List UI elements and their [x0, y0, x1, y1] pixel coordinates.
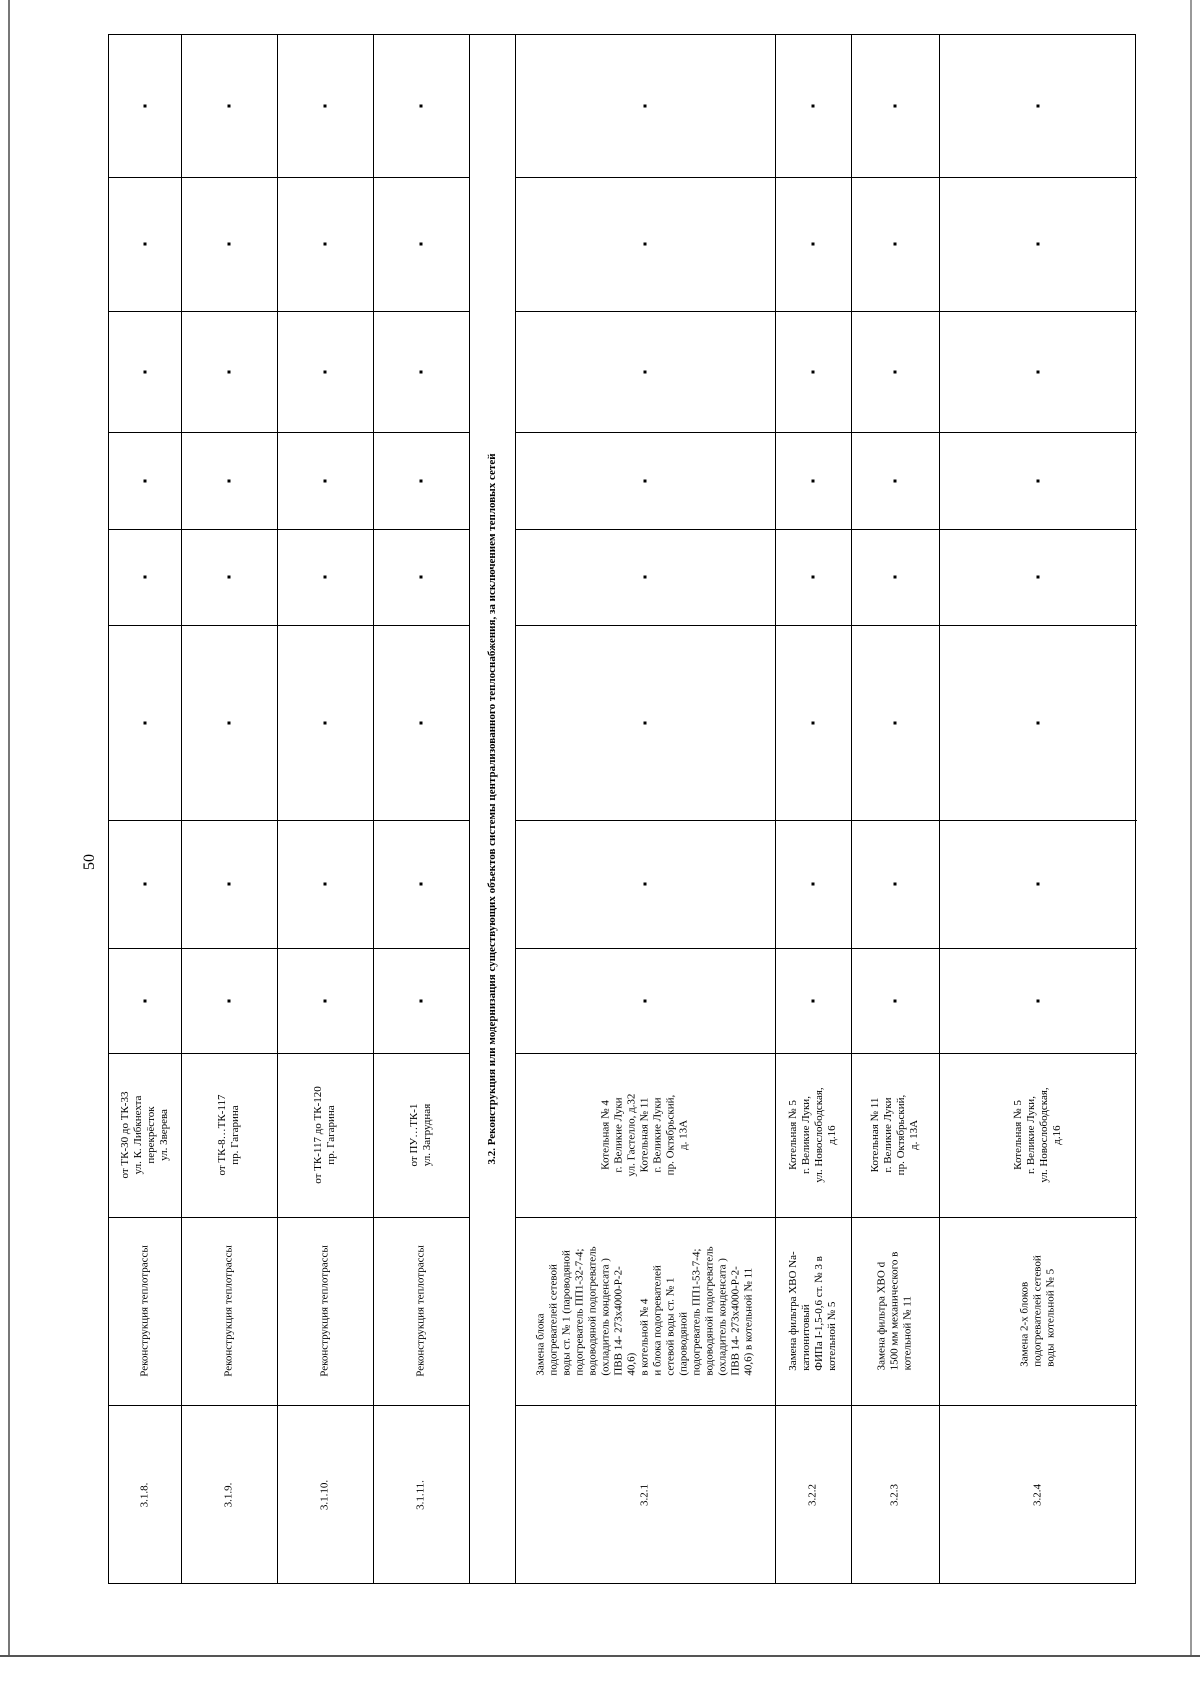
value-cell-col-e [775, 432, 851, 530]
value-cell-col-c [277, 625, 373, 821]
item-number: 3.2.2 [806, 1484, 819, 1506]
name-text: Реконструкция теплотрассы [414, 1245, 427, 1377]
value-cell-col-h [373, 35, 469, 178]
name-text: Реконструкция теплотрассы [138, 1245, 151, 1377]
value-cell-col-b [109, 820, 181, 949]
empty-value-mark [1037, 370, 1040, 373]
name-cell [515, 1217, 775, 1406]
location-text: от ТК-8…ТК-117 пр. Гагарина [216, 1094, 241, 1176]
value-cell-col-h [851, 35, 939, 178]
empty-value-mark [1037, 883, 1040, 886]
empty-value-mark [228, 105, 231, 108]
item-number: 3.2.3 [888, 1484, 901, 1506]
value-cell-col-d [373, 529, 469, 626]
name-cell [775, 1217, 851, 1406]
name-cell [109, 1217, 181, 1406]
name-cell [851, 1217, 939, 1406]
value-cell-col-a [373, 948, 469, 1054]
empty-value-mark [144, 576, 147, 579]
number-cell [775, 1405, 851, 1585]
empty-value-mark [324, 576, 327, 579]
location-text: Котельная № 5 г. Великие Луки, ул. Новослободская, д.16 [787, 1087, 838, 1183]
value-cell-col-h [939, 35, 1137, 178]
location-text: от ПУ…ТК-1 ул. Загрудная [408, 1103, 433, 1167]
value-cell-col-e [181, 432, 277, 530]
empty-value-mark [324, 370, 327, 373]
number-cell [851, 1405, 939, 1585]
name-text: Замена 2-х блоков подогревателей сетевой воды котельной № 5 [1018, 1255, 1057, 1367]
empty-value-mark [894, 243, 897, 246]
empty-value-mark [144, 243, 147, 246]
empty-value-mark [228, 243, 231, 246]
name-cell [277, 1217, 373, 1406]
empty-value-mark [644, 721, 647, 724]
empty-value-mark [1037, 479, 1040, 482]
empty-value-mark [1037, 999, 1040, 1002]
location-cell [515, 1053, 775, 1218]
empty-value-mark [144, 479, 147, 482]
name-cell [939, 1217, 1137, 1406]
scan-edge-bottom [0, 1655, 1200, 1657]
number-cell [373, 1405, 469, 1585]
value-cell-col-d [181, 529, 277, 626]
name-cell [181, 1217, 277, 1406]
value-cell-col-a [515, 948, 775, 1054]
empty-value-mark [420, 243, 423, 246]
name-text: Замена фильтра ХВО d 1500 мм механического в котельной № 11 [875, 1251, 914, 1371]
value-cell-col-h [277, 35, 373, 178]
empty-value-mark [894, 999, 897, 1002]
value-cell-col-g [939, 177, 1137, 312]
empty-value-mark [324, 721, 327, 724]
name-cell [373, 1217, 469, 1406]
value-cell-col-f [109, 311, 181, 433]
location-cell [373, 1053, 469, 1218]
value-cell-col-h [181, 35, 277, 178]
location-text: Котельная № 4 г. Великие Луки ул. Гастелло, д.32 Котельная № 11 г. Великие Луки пр. Октябрьский, д. 13А [599, 1093, 690, 1177]
value-cell-col-c [109, 625, 181, 821]
item-number: 3.2.4 [1031, 1484, 1044, 1506]
empty-value-mark [228, 721, 231, 724]
value-cell-col-a [939, 948, 1137, 1054]
empty-value-mark [228, 883, 231, 886]
empty-value-mark [812, 721, 815, 724]
empty-value-mark [420, 999, 423, 1002]
empty-value-mark [1037, 576, 1040, 579]
empty-value-mark [420, 576, 423, 579]
investment-program-table [108, 34, 1136, 1584]
value-cell-col-b [851, 820, 939, 949]
empty-value-mark [1037, 243, 1040, 246]
empty-value-mark [812, 999, 815, 1002]
location-text: от ТК-30 до ТК-33 ул. К. Либкнехта перекрёсток ул. Зверева [119, 1091, 170, 1179]
value-cell-col-d [277, 529, 373, 626]
value-cell-col-g [851, 177, 939, 312]
section-3-2-title: 3.2. Реконструкция или модернизация существующих объектов системы централизованного теплоснабжения, за исключением тепловых сетей [486, 453, 498, 1165]
empty-value-mark [420, 883, 423, 886]
empty-value-mark [420, 721, 423, 724]
value-cell-col-f [515, 311, 775, 433]
empty-value-mark [644, 243, 647, 246]
empty-value-mark [644, 576, 647, 579]
location-text: от ТК-117 до ТК-120 пр. Гагарина [312, 1086, 337, 1184]
value-cell-col-a [181, 948, 277, 1054]
value-cell-col-h [775, 35, 851, 178]
empty-value-mark [324, 479, 327, 482]
location-cell [851, 1053, 939, 1218]
value-cell-col-b [181, 820, 277, 949]
value-cell-col-h [109, 35, 181, 178]
value-cell-col-b [775, 820, 851, 949]
value-cell-col-c [515, 625, 775, 821]
value-cell-col-b [939, 820, 1137, 949]
value-cell-col-d [109, 529, 181, 626]
value-cell-col-a [851, 948, 939, 1054]
item-number: 3.1.8. [138, 1482, 151, 1508]
table-row [775, 35, 852, 1583]
value-cell-col-a [277, 948, 373, 1054]
value-cell-col-e [939, 432, 1137, 530]
value-cell-col-d [851, 529, 939, 626]
value-cell-col-e [109, 432, 181, 530]
value-cell-col-e [277, 432, 373, 530]
value-cell-col-g [181, 177, 277, 312]
value-cell-col-c [775, 625, 851, 821]
number-cell [109, 1405, 181, 1585]
empty-value-mark [228, 479, 231, 482]
value-cell-col-h [515, 35, 775, 178]
table-row [373, 35, 470, 1583]
value-cell-col-c [851, 625, 939, 821]
value-cell-col-g [515, 177, 775, 312]
name-text: Реконструкция теплотрассы [318, 1245, 331, 1377]
table-row [851, 35, 940, 1583]
empty-value-mark [420, 370, 423, 373]
value-cell-col-g [109, 177, 181, 312]
value-cell-col-f [181, 311, 277, 433]
value-cell-col-g [373, 177, 469, 312]
name-text: Реконструкция теплотрассы [222, 1245, 235, 1377]
value-cell-col-d [939, 529, 1137, 626]
item-number: 3.2.1 [638, 1484, 651, 1506]
empty-value-mark [894, 105, 897, 108]
value-cell-col-a [109, 948, 181, 1054]
value-cell-col-b [277, 820, 373, 949]
value-cell-col-b [515, 820, 775, 949]
location-text: Котельная № 11 г. Великие Луки пр. Октябрьский, д. 13А [869, 1094, 920, 1176]
empty-value-mark [644, 105, 647, 108]
empty-value-mark [812, 105, 815, 108]
table-row [515, 35, 776, 1583]
empty-value-mark [644, 883, 647, 886]
page-number [70, 847, 110, 877]
location-cell [939, 1053, 1137, 1218]
section-header-row [469, 35, 516, 1583]
item-number: 3.1.11. [414, 1480, 427, 1510]
empty-value-mark [1037, 721, 1040, 724]
value-cell-col-f [775, 311, 851, 433]
value-cell-col-b [373, 820, 469, 949]
value-cell-col-g [277, 177, 373, 312]
number-cell [181, 1405, 277, 1585]
empty-value-mark [324, 999, 327, 1002]
empty-value-mark [894, 721, 897, 724]
empty-value-mark [812, 479, 815, 482]
empty-value-mark [324, 105, 327, 108]
empty-value-mark [144, 721, 147, 724]
value-cell-col-f [373, 311, 469, 433]
empty-value-mark [420, 479, 423, 482]
table-row [181, 35, 278, 1583]
location-text: Котельная № 5 г. Великие Луки, ул. Новослободская, д.16 [1012, 1087, 1063, 1183]
empty-value-mark [144, 883, 147, 886]
number-cell [277, 1405, 373, 1585]
value-cell-col-c [939, 625, 1137, 821]
empty-value-mark [144, 370, 147, 373]
scan-edge-left [8, 0, 10, 1655]
name-text: Замена блока подогревателей сетевой воды ст. № 1 (пароводяной подогреватель ПП1-32-7-4; водоводяной подогреватель (охладитель конденсата ) ПВВ 14- 273х4000-Р-2- 40,6) в котельной № 4 и блока подогревателей сетевой воды ст. № 1 (пароводяной подогреватель ПП1-53-7-4; водоводяной подогреватель (охладитель конденсата ) ПВВ 14- 273х4000-Р-2- 40,6) в котельной № 11 [534, 1246, 755, 1376]
empty-value-mark [644, 370, 647, 373]
empty-value-mark [894, 370, 897, 373]
value-cell-col-g [775, 177, 851, 312]
location-cell [109, 1053, 181, 1218]
empty-value-mark [812, 243, 815, 246]
value-cell-col-e [373, 432, 469, 530]
number-cell [515, 1405, 775, 1585]
table-row [277, 35, 374, 1583]
item-number: 3.1.9. [222, 1482, 235, 1508]
empty-value-mark [324, 243, 327, 246]
empty-value-mark [1037, 105, 1040, 108]
page-number-text: 50 [81, 854, 98, 870]
value-cell-col-f [851, 311, 939, 433]
empty-value-mark [228, 370, 231, 373]
empty-value-mark [894, 576, 897, 579]
table-row [939, 35, 1137, 1583]
value-cell-col-c [181, 625, 277, 821]
empty-value-mark [894, 479, 897, 482]
value-cell-col-e [851, 432, 939, 530]
table-rows [109, 35, 1135, 1583]
value-cell-col-f [939, 311, 1137, 433]
table-row [109, 35, 182, 1583]
value-cell-col-a [775, 948, 851, 1054]
empty-value-mark [644, 999, 647, 1002]
value-cell-col-d [775, 529, 851, 626]
location-cell [181, 1053, 277, 1218]
item-number: 3.1.10. [318, 1479, 331, 1511]
empty-value-mark [144, 105, 147, 108]
name-text: Замена фильтра ХВО Na- катионитовый ФИПа I-1,5-0,6 ст. № 3 в котельной № 5 [787, 1251, 838, 1371]
empty-value-mark [144, 999, 147, 1002]
empty-value-mark [228, 999, 231, 1002]
empty-value-mark [228, 576, 231, 579]
value-cell-col-e [515, 432, 775, 530]
empty-value-mark [324, 883, 327, 886]
empty-value-mark [420, 105, 423, 108]
location-cell [277, 1053, 373, 1218]
value-cell-col-d [515, 529, 775, 626]
empty-value-mark [812, 370, 815, 373]
scan-edge-right [1190, 0, 1192, 1655]
empty-value-mark [894, 883, 897, 886]
number-cell [939, 1405, 1137, 1585]
value-cell-col-f [277, 311, 373, 433]
location-cell [775, 1053, 851, 1218]
empty-value-mark [644, 479, 647, 482]
empty-value-mark [812, 576, 815, 579]
value-cell-col-c [373, 625, 469, 821]
empty-value-mark [812, 883, 815, 886]
